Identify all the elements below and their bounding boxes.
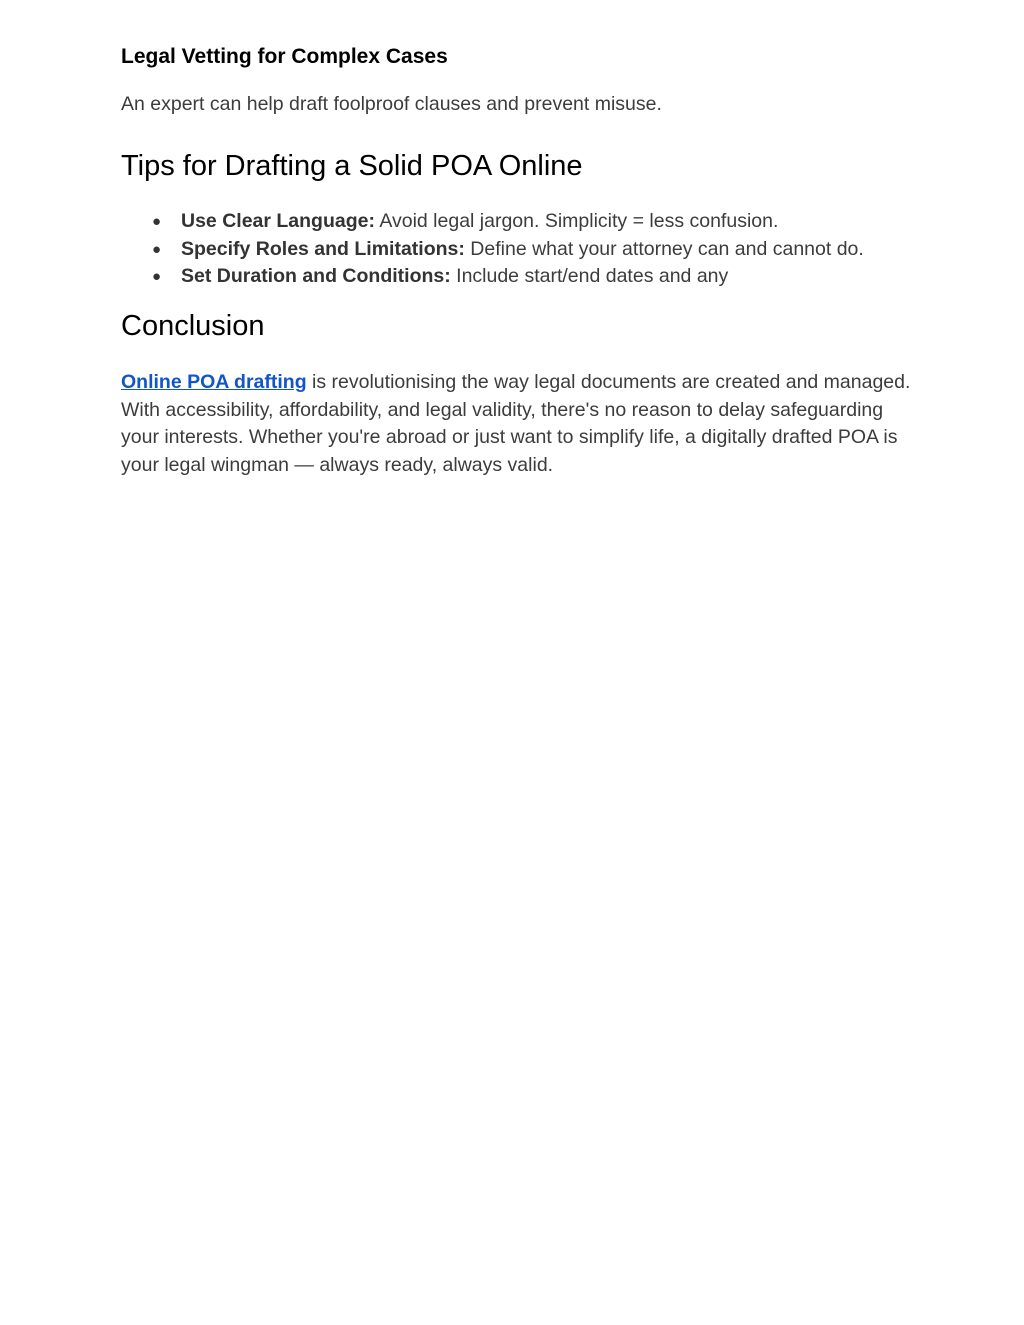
bullet-icon: ●: [152, 213, 162, 230]
conclusion-text: is revolutionising the way legal documents are created and managed. With accessibility, affordability, and legal validity, there's no reason to delay safeguarding your interests. Whether you're abroad or just want to simplify life, a digitally drafted POA is your legal wingman — always ready, always valid.: [121, 371, 911, 476]
tip-term: Set Duration and Conditions:: [181, 265, 451, 287]
tip-text: Include start/end dates and any: [450, 265, 729, 287]
section-heading-legal-vetting: Legal Vetting for Complex Cases: [121, 45, 448, 68]
tip-text: Define what your attorney can and cannot do.: [464, 237, 864, 260]
list-item: [121, 263, 864, 291]
online-poa-drafting-link[interactable]: Online POA drafting: [121, 371, 307, 393]
legal-vetting-paragraph: An expert can help draft foolproof clauses and prevent misuse.: [121, 93, 662, 115]
tip-term: Specify Roles and Limitations:: [181, 237, 465, 260]
bullet-icon: ●: [152, 240, 162, 258]
section-heading-tips: Tips for Drafting a Solid POA Online: [121, 150, 583, 182]
tip-text: Avoid legal jargon. Simplicity = less confusion.: [374, 210, 779, 232]
tip-term: Use Clear Language:: [181, 210, 375, 232]
list-item: [121, 236, 864, 264]
conclusion-paragraph: [121, 369, 911, 479]
bullet-icon: ●: [152, 268, 162, 285]
tips-list: [121, 208, 864, 291]
section-heading-conclusion: Conclusion: [121, 310, 265, 342]
list-item: [121, 208, 864, 236]
